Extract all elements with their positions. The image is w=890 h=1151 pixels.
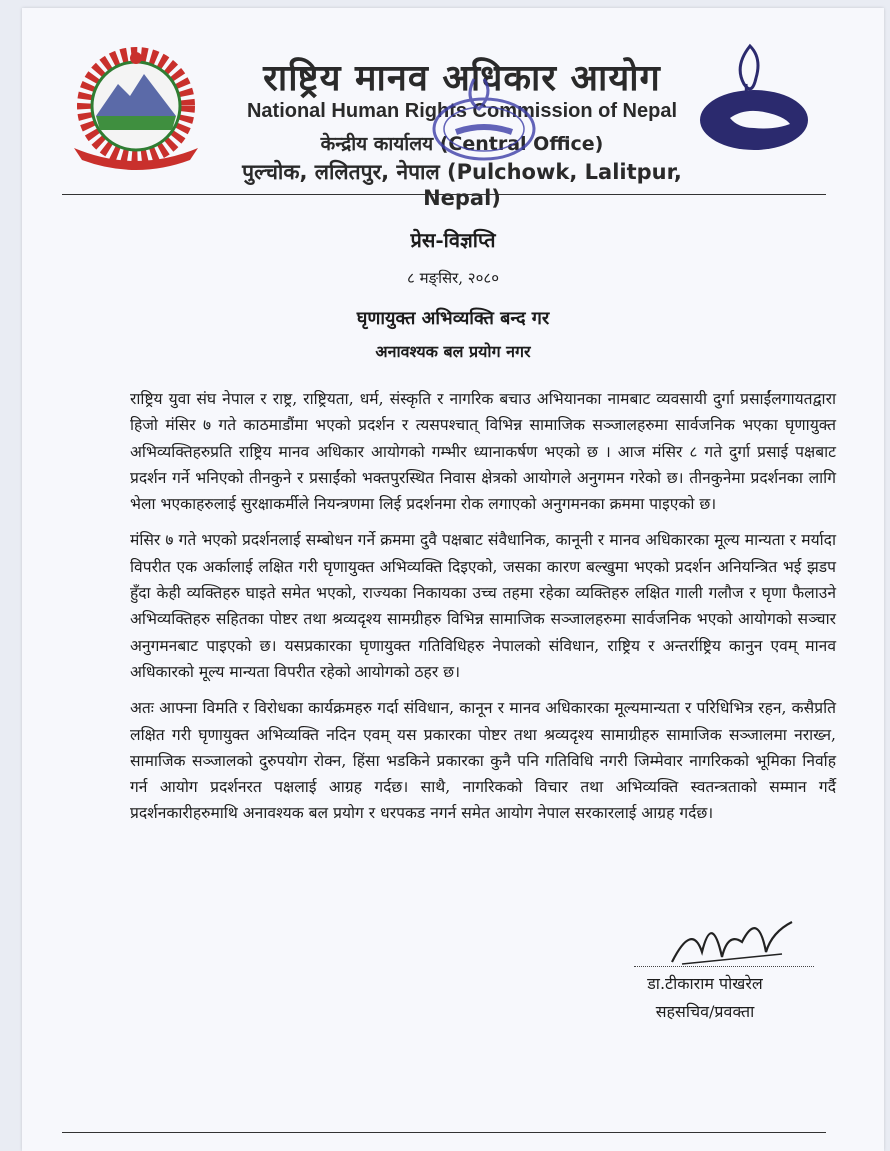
body-paragraph-3: अतः आफ्ना विमति र विरोधका कार्यक्रमहरु गर्दा संविधान, कानून र मानव अधिकारका मूल्यमान्यता र परिधिभित्र रहन, कसैप्रति लक्षित गरी घृणायुक्त अभिव्यक्ति नदिन एवम् यस प्रकारका पोष्टर तथा श्रव्यदृश्य सामाग्रीहरु सामाजिक सञ्जालमा नराख्न, सामाजिक सञ्जालको दुरुपयोग रोक्न, हिंसा भडकिने प्रकारका कुनै पनि गतिविधि नगरी जिम्मेवार नागरिकको भूमिका निर्वाह गर्न आयोग प्रदर्शनरत पक्षलाई आग्रह गर्दछ। साथै, नागरिकको विचार तथा अभिव्यक्ति स्वतन्त्रताको सम्मान गर्दै प्रदर्शनकारीहरुमाथि अनावश्यक बल प्रयोग र धरपकड नगर्न समेत आयोग नेपाल सरकारलाई आग्रह गर्दछ।: [130, 699, 836, 823]
nepal-emblem-icon: [66, 44, 206, 174]
press-release-label: प्रेस-विज्ञप्ति: [410, 228, 496, 252]
office-address: पुल्चोक, ललितपुर, नेपाल (Pulchowk, Lalitpur, Nepal): [242, 160, 682, 210]
press-release-date: ८ मङ्सिर, २०८०: [407, 269, 499, 287]
press-release-subheadline: अनावश्यक बल प्रयोग नगर: [375, 342, 531, 361]
signature-icon: [662, 902, 802, 972]
footer-divider: [62, 1132, 826, 1133]
header-divider: [62, 194, 826, 195]
press-release-headline: घृणायुक्त अभिव्यक्ति बन्द गर: [356, 308, 550, 329]
body-paragraph-1: राष्ट्रिय युवा संघ नेपाल र राष्ट्र, राष्ट्रियता, धर्म, संस्कृति र नागरिक बचाउ अभियानका नामबाट व्यवसायी दुर्गा प्रसाईंलगायतद्वारा हिजो मंसिर ७ गते काठमाडौंमा भएको प्रदर्शन र त्यसपश्चात् विभिन्न सामाजिक सञ्जालहरुमा सार्वजनिक भएका घृणायुक्त अभिव्यक्तिहरुप्रति राष्ट्रिय मानव अधिकार आयोगको गम्भीर ध्यानाकर्षण भएको छ । आज मंसिर ८ गते दुर्गा प्रसाई पक्षबाट प्रदर्शन गर्ने भनिएको तीनकुने र प्रसाईंको भक्तपुरस्थित निवास क्षेत्रको आयोगले अनुगमन गरेको छ। तीनकुनेमा प्रदर्शनका लागि भेला भएकाहरुलाई सुरक्षाकर्मीले नियन्त्रणमा लिई प्रदर्शनमा रोक लगाएको अनुगमनका क्रममा पाइएको छ।: [130, 390, 837, 514]
press-release-page: [22, 8, 884, 1151]
office-stamp-icon: [424, 74, 544, 174]
nhrc-logo-icon: [694, 38, 814, 158]
body-paragraph-2: मंसिर ७ गते भएको प्रदर्शनलाई सम्बोधन गर्ने क्रममा दुवै पक्षबाट संवैधानिक, कानूनी र मानव अधिकारका मूल्य मान्यता र मर्यादा विपरीत एक अर्कालाई लक्षित गरी घृणायुक्त अभिव्यक्ति दिइएको, जसका कारण बल्खुमा भएको प्रदर्शन अनियन्त्रित भई झडप हुँदा केही व्यक्तिहरु घाइते समेत भएको, राज्यका निकायका उच्च तहमा रहेका व्यक्तिहरु लक्षित गाली गलौज र घृणा फैलाउने अभिव्यक्तिहरु सहितका पोष्टर तथा श्रव्यदृश्य सामग्रीहरु विभिन्न सामाजिक सञ्जालहरुमा सार्वजनिक भएको आयोगको सञ्चार अनुगमनबाट पाइएको छ। यसप्रकारका घृणायुक्त गतिविधिहरु नेपालको संविधान, राष्ट्रिय र अन्तर्राष्ट्रिय कानुन एवम् मानव अधिकारको मूल्य मान्यता विपरीत रहेको आयोगको ठहर छ।: [130, 531, 836, 681]
org-name-english: National Human Rights Commission of Nepal: [246, 100, 678, 122]
signature-line: [634, 966, 814, 967]
signatory-title: सहसचिव/प्रवक्ता: [655, 1002, 755, 1021]
press-release-body: [130, 386, 836, 837]
org-name-nepali: राष्ट्रिय मानव अधिकार आयोग: [263, 58, 661, 99]
office-name: केन्द्रीय कार्यालय (Central Office): [320, 133, 604, 155]
signatory-name: डा.टीकाराम पोखरेल: [647, 974, 763, 993]
